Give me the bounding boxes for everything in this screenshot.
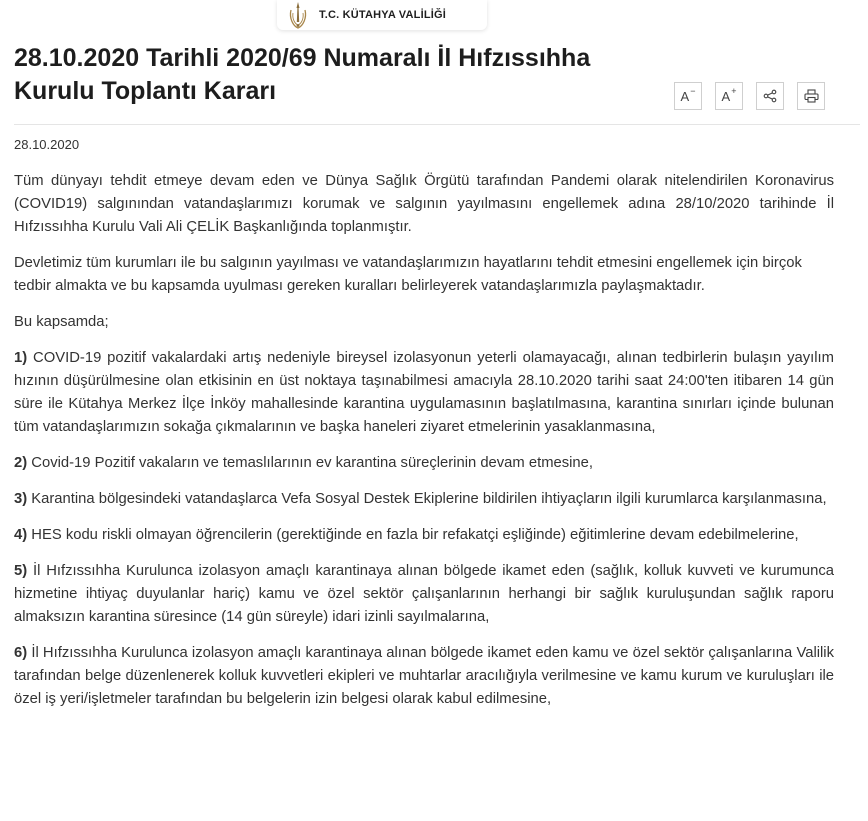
item-number: 4) bbox=[14, 527, 28, 543]
item-text: Karantina bölgesindeki vatandaşlarca Vefa Sosyal Destek Ekiplerine bildirilen ihtiyaçların ilgili kurumlarca karşılanmasına, bbox=[27, 491, 827, 507]
brand-name: T.C. KÜTAHYA VALİLİĞİ bbox=[319, 9, 447, 21]
share-button[interactable] bbox=[756, 82, 784, 110]
title-divider bbox=[14, 124, 860, 125]
kutahya-valiligi-logo-icon bbox=[285, 0, 311, 30]
decision-item bbox=[14, 524, 834, 547]
decision-item bbox=[14, 560, 834, 629]
item-text: COVID-19 pozitif vakalardaki artış nedeniyle bireysel izolasyonun yeterli olamayacağı, alınan tedbirlerin bulaşın yayılım hızının düşürülmesine olan etkisinin en üst noktaya taşınabilmesi amacıyla 28.10.2020 tarihi saat 24:00'ten itibaren 14 gün süre ile Kütahya Merkez İlçe İnköy mahallesinde karantina uygulamasının başlatılmasına, karantina sınırları içinde bulunan tüm vatandaşlarımızın sokağa çıkmalarının ve başka haneleri ziyaret etmelerinin yasaklanmasına, bbox=[14, 350, 834, 435]
decision-item bbox=[14, 347, 834, 439]
item-text: HES kodu riskli olmayan öğrencilerin (gerektiğinde en fazla bir refakatçi eşliğinde) eğitimlerine devam edebilmelerine, bbox=[27, 527, 799, 543]
article-body bbox=[14, 170, 834, 724]
publish-date: 28.10.2020 bbox=[14, 137, 80, 152]
item-number: 6) bbox=[14, 645, 28, 661]
item-number: 1) bbox=[14, 350, 28, 366]
intro-paragraph: Bu kapsamda; bbox=[14, 314, 109, 330]
decision-item bbox=[14, 452, 834, 475]
print-button[interactable] bbox=[797, 82, 825, 110]
item-text: İl Hıfzıssıhha Kurulunca izolasyon amaçlı karantinaya alınan bölgede ikamet eden (sağlık, kolluk kuvveti ve kurumunca hizmetine ihtiyaç duyulanlar hariç) kamu ve özel sektör çalışanlarının herhangi bir sağlık kuruluşundan sağlık raporu almaksızın karantina süresince (14 gün süreyle) idari izinli sayılmalarına, bbox=[14, 563, 834, 625]
brand-link[interactable] bbox=[277, 0, 487, 30]
decrease-font-button[interactable] bbox=[674, 82, 702, 110]
item-text: Covid-19 Pozitif vakaların ve temaslılarının ev karantina süreçlerinin devam etmesine, bbox=[27, 455, 594, 471]
share-icon bbox=[763, 89, 777, 103]
print-icon bbox=[804, 89, 819, 103]
item-number: 3) bbox=[14, 491, 28, 507]
plus-icon: + bbox=[731, 86, 737, 96]
item-text: İl Hıfzıssıhha Kurulunca izolasyon amaçlı karantinaya alınan bölgede ikamet eden kamu ve özel sektör çalışanlarına Valilik tarafından belge düzenlenerek kolluk kuvvetleri ekipleri ve muhtarlar aracılığıyla verilmesine ve kamu kurum ve kuruluşları ile özel iş yeri/işletmeler tarafından bu belgelerin izin belgesi olarak kabul edilmesine, bbox=[14, 645, 834, 707]
page-title: 28.10.2020 Tarihli 2020/69 Numaralı İl Hıfzıssıhha Kurulu Toplantı Kararı bbox=[14, 44, 591, 105]
decision-item bbox=[14, 488, 834, 511]
font-a-label: A bbox=[721, 88, 731, 104]
font-a-label: A bbox=[680, 88, 690, 104]
top-bar bbox=[0, 0, 868, 30]
increase-font-button[interactable] bbox=[715, 82, 743, 110]
item-number: 5) bbox=[14, 563, 28, 579]
intro-paragraph: Tüm dünyayı tehdit etmeye devam eden ve Dünya Sağlık Örgütü tarafından Pandemi olarak nitelendirilen Koronavirus (COVID19) salgınından vatandaşlarımızı korumak ve salgının yayılmasını engellemek adına 28/10/2020 tarihinde İl Hıfzıssıhha Kurulu Vali Ali ÇELİK Başkanlığında toplanmıştır. bbox=[14, 173, 834, 235]
decision-item bbox=[14, 642, 834, 711]
intro-paragraph: Devletimiz tüm kurumları ile bu salgının yayılması ve vatandaşlarımızın hayatlarını tehdit etmesini engellemek için birçok tedbir almakta ve bu kapsamda uyulması gereken kuralları belirleyerek vatandaşlarımızla paylaşmaktadır. bbox=[14, 255, 802, 294]
article-toolbar bbox=[674, 82, 825, 112]
item-number: 2) bbox=[14, 455, 28, 471]
minus-icon: − bbox=[690, 86, 696, 96]
